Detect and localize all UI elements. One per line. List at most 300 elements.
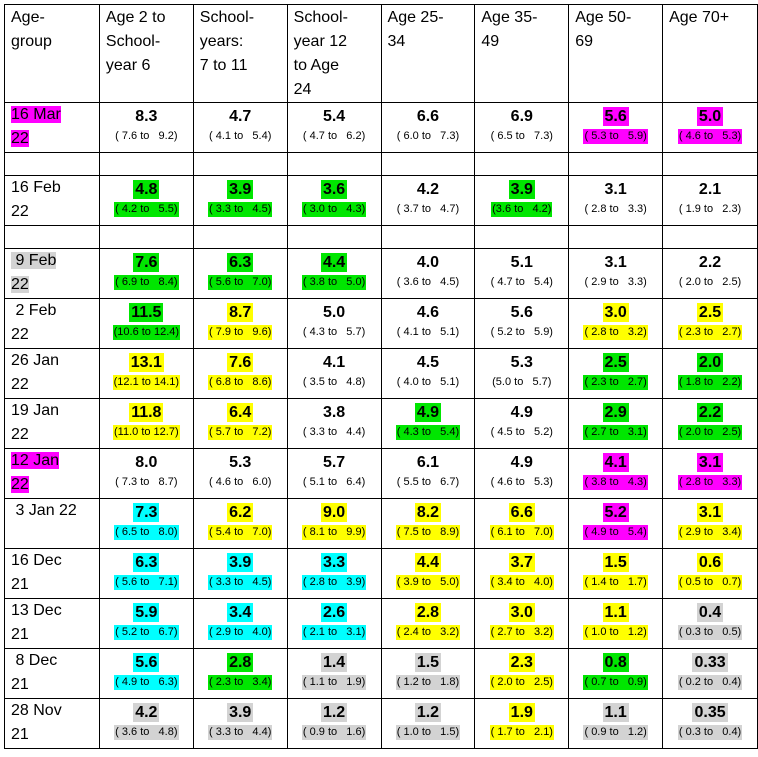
confidence-interval: ( 6.5 to 8.0) [115,526,178,538]
value-cell [663,249,758,299]
confidence-interval: ( 5.3 to 5.9) [584,130,647,142]
confidence-interval: ( 5.2 to 6.7) [115,626,178,638]
confidence-interval: (3.6 to 4.2) [492,203,552,215]
estimate-value: 2.2 [698,404,722,421]
estimate-value: 3.3 [322,554,346,571]
confidence-interval: ( 2.0 to 2.5) [678,276,742,288]
estimate-value: 3.1 [604,181,627,198]
estimate-value: 4.1 [322,354,346,371]
confidence-interval: (12.1 to 14.1) [113,376,180,388]
value-cell [663,499,758,549]
value-cell [287,349,381,399]
confidence-interval: ( 3.4 to 4.0) [490,576,553,588]
value-cell [287,249,381,299]
estimate-value: 2.8 [229,654,252,671]
estimate-value: 4.9 [416,404,440,421]
value-cell [99,599,193,649]
estimate-value: 2.5 [604,354,627,371]
estimate-value: 5.0 [698,108,722,125]
value-cell [99,699,193,749]
confidence-interval: ( 2.4 to 3.2) [396,626,460,638]
date-cell [5,299,100,349]
value-cell [569,299,663,349]
spacer-row [5,226,758,249]
estimate-value: 3.0 [510,604,533,621]
confidence-interval: ( 3.0 to 4.3) [302,203,366,215]
confidence-interval: ( 4.9 to 5.4) [584,526,647,538]
date-label: 22 [11,203,29,220]
date-label: 13 Dec [11,602,62,619]
estimate-value: 1.1 [604,704,627,721]
estimate-value: 7.6 [229,354,252,371]
confidence-interval: ( 7.6 to 9.2) [115,130,178,142]
confidence-interval: ( 7.3 to 8.7) [115,476,178,488]
header-line: Age 50- [575,9,632,26]
value-cell [287,299,381,349]
value-cell [381,649,475,699]
confidence-interval: ( 2.8 to 3.3) [584,203,647,215]
confidence-interval: ( 2.7 to 3.1) [584,426,647,438]
estimate-value: 5.2 [604,504,627,521]
confidence-interval: ( 0.9 to 1.6) [302,726,366,738]
header-age-group [5,5,100,103]
confidence-interval: ( 0.3 to 0.4) [678,726,742,738]
spacer-cell [663,226,758,249]
estimate-value: 6.1 [416,454,440,471]
value-cell [381,449,475,499]
table-row [5,299,758,349]
estimate-value: 8.7 [229,304,252,321]
confidence-interval: ( 3.9 to 5.0) [396,576,460,588]
value-cell [663,599,758,649]
table-row [5,103,758,153]
confidence-interval: ( 5.1 to 6.4) [302,476,366,488]
header-col-1 [99,5,193,103]
confidence-interval: ( 0.5 to 0.7) [678,576,742,588]
estimate-value: 5.7 [322,454,346,471]
value-cell [475,649,569,699]
date-cell [5,449,100,499]
confidence-interval: ( 3.3 to 4.5) [209,203,272,215]
spacer-cell [99,226,193,249]
value-cell [193,599,287,649]
confidence-interval: ( 4.6 to 5.3) [678,130,742,142]
value-cell [663,699,758,749]
value-cell [569,699,663,749]
estimate-value: 5.6 [135,654,158,671]
estimate-value: 6.2 [229,504,252,521]
estimate-value: 4.4 [416,554,440,571]
date-label: 26 Jan [11,352,60,369]
estimate-value: 2.2 [698,254,722,271]
value-cell [193,299,287,349]
header-line: group [11,33,52,50]
confidence-interval: (10.6 to 12.4) [113,326,180,338]
estimate-value: 3.8 [322,404,346,421]
value-cell [475,176,569,226]
confidence-interval: ( 0.9 to 1.2) [584,726,647,738]
value-cell [381,699,475,749]
date-cell [5,349,100,399]
estimate-value: 3.9 [229,554,252,571]
value-cell [381,249,475,299]
header-line: year 6 [105,57,151,74]
estimate-value: 1.1 [604,604,627,621]
confidence-interval: ( 1.9 to 2.3) [678,203,742,215]
estimate-value: 7.6 [135,254,158,271]
header-line: School- [105,33,161,50]
confidence-interval: ( 7.5 to 8.9) [396,526,460,538]
spacer-cell [287,153,381,176]
estimate-value: 6.3 [229,254,252,271]
confidence-interval: ( 1.8 to 2.2) [678,376,742,388]
value-cell [193,349,287,399]
value-cell [569,549,663,599]
confidence-interval: ( 3.7 to 4.7) [396,203,460,215]
confidence-interval: (5.0 to 5.7) [492,376,552,388]
estimate-value: 5.4 [322,108,346,125]
confidence-interval: ( 5.2 to 5.9) [490,326,553,338]
value-cell [569,249,663,299]
estimate-value: 0.33 [694,654,726,671]
date-label: 16 Feb [11,179,61,196]
confidence-interval: ( 4.7 to 6.2) [302,130,366,142]
value-cell [287,176,381,226]
estimate-value: 1.5 [604,554,627,571]
estimate-value: 9.0 [322,504,346,521]
date-label: 22 [11,426,29,443]
confidence-interval: ( 3.5 to 4.8) [302,376,366,388]
confidence-interval: ( 2.3 to 3.4) [209,676,272,688]
header-line: to Age [293,57,340,74]
estimate-value: 13.1 [130,354,162,371]
confidence-interval: ( 4.3 to 5.4) [396,426,460,438]
date-label: 2 Feb [11,302,57,319]
spacer-cell [99,153,193,176]
value-cell [381,599,475,649]
value-cell [287,699,381,749]
value-cell [287,649,381,699]
confidence-interval: ( 7.9 to 9.6) [209,326,272,338]
date-label: 19 Jan [11,402,60,419]
value-cell [193,649,287,699]
estimate-value: 2.5 [698,304,722,321]
spacer-cell [5,226,100,249]
value-cell [287,103,381,153]
confidence-interval: ( 2.9 to 3.3) [584,276,647,288]
confidence-interval: ( 1.1 to 1.9) [302,676,366,688]
date-cell [5,549,100,599]
estimate-value: 5.6 [604,108,627,125]
estimate-value: 3.0 [604,304,627,321]
estimate-value: 5.6 [510,304,533,321]
confidence-interval: ( 2.8 to 3.2) [584,326,647,338]
value-cell [663,649,758,699]
estimate-value: 6.4 [229,404,252,421]
spacer-cell [381,226,475,249]
confidence-interval: ( 2.8 to 3.3) [678,476,742,488]
confidence-interval: ( 2.0 to 2.5) [490,676,553,688]
header-line: Age 35- [481,9,538,26]
date-label: 28 Nov [11,702,62,719]
date-cell [5,649,100,699]
confidence-interval: ( 4.1 to 5.4) [209,130,272,142]
value-cell [99,399,193,449]
estimate-value: 4.1 [604,454,627,471]
date-cell [5,699,100,749]
confidence-interval: ( 6.9 to 8.4) [115,276,178,288]
confidence-interval: ( 4.6 to 5.3) [490,476,553,488]
value-cell [381,176,475,226]
header-line: 49 [481,33,500,50]
header-line: Age- [11,9,45,26]
confidence-interval: ( 2.3 to 2.7) [678,326,742,338]
header-line: Age 25- [387,9,444,26]
confidence-interval: ( 1.0 to 1.2) [584,626,647,638]
header-line: 69 [575,33,594,50]
value-cell [569,399,663,449]
header-line: School- [199,9,255,26]
spacer-cell [569,226,663,249]
value-cell [475,549,569,599]
confidence-interval: ( 8.1 to 9.9) [302,526,366,538]
header-line: Age 70+ [669,9,730,26]
table-row [5,399,758,449]
date-cell [5,103,100,153]
value-cell [569,599,663,649]
confidence-interval: ( 1.4 to 1.7) [584,576,647,588]
date-label: 3 Jan 22 [11,502,77,519]
estimate-value: 6.3 [135,554,158,571]
estimate-value: 4.0 [416,254,440,271]
date-label: 16 Mar [11,106,61,123]
value-cell [569,349,663,399]
estimate-value: 3.6 [322,181,346,198]
estimate-value: 3.1 [698,504,722,521]
value-cell [193,176,287,226]
confidence-interval: ( 1.2 to 1.8) [396,676,460,688]
table-row [5,549,758,599]
estimate-value: 8.0 [135,454,158,471]
header-line: 34 [387,33,406,50]
spacer-cell [663,153,758,176]
confidence-interval: ( 1.7 to 2.1) [490,726,553,738]
header-col-4 [381,5,475,103]
value-cell [287,399,381,449]
estimate-value: 1.9 [510,704,533,721]
estimate-value: 2.9 [604,404,627,421]
value-cell [663,299,758,349]
value-cell [475,699,569,749]
value-cell [663,549,758,599]
estimate-value: 3.7 [510,554,533,571]
estimate-value: 6.6 [510,504,533,521]
value-cell [287,549,381,599]
date-label: 21 [11,576,29,593]
value-cell [99,249,193,299]
estimate-value: 4.2 [416,181,440,198]
header-line: School- [293,9,348,26]
value-cell [193,549,287,599]
value-cell [475,599,569,649]
estimate-value: 6.9 [510,108,533,125]
value-cell [663,103,758,153]
estimate-value: 0.35 [694,704,726,721]
value-cell [663,449,758,499]
value-cell [381,399,475,449]
value-cell [381,499,475,549]
header-col-5 [475,5,569,103]
date-label: 16 Dec [11,552,62,569]
table-row [5,349,758,399]
value-cell [475,299,569,349]
estimate-value: 2.8 [416,604,440,621]
confidence-interval: ( 3.8 to 4.3) [584,476,647,488]
value-cell [475,249,569,299]
confidence-interval: ( 6.5 to 7.3) [490,130,553,142]
spacer-cell [381,153,475,176]
spacer-cell [193,153,287,176]
table-row [5,649,758,699]
table-row [5,599,758,649]
date-label: 22 [11,476,29,493]
confidence-interval: ( 5.4 to 7.0) [209,526,272,538]
value-cell [381,349,475,399]
estimate-value: 5.3 [229,454,252,471]
estimate-value: 0.6 [698,554,722,571]
confidence-interval: ( 0.7 to 0.9) [584,676,647,688]
date-label: 21 [11,626,29,643]
confidence-interval: ( 5.7 to 7.2) [209,426,272,438]
estimate-value: 5.1 [510,254,533,271]
estimate-value: 2.0 [698,354,722,371]
date-cell [5,249,100,299]
header-row [5,5,758,103]
estimate-value: 2.1 [698,181,722,198]
estimate-value: 4.2 [135,704,158,721]
spacer-cell [193,226,287,249]
value-cell [99,176,193,226]
value-cell [193,249,287,299]
confidence-interval: ( 0.3 to 0.5) [678,626,742,638]
confidence-interval: ( 2.8 to 3.9) [302,576,366,588]
value-cell [99,299,193,349]
estimate-value: 1.4 [322,654,346,671]
confidence-interval: ( 4.1 to 5.1) [396,326,460,338]
estimate-value: 7.3 [135,504,158,521]
estimate-value: 3.9 [229,704,252,721]
estimate-value: 3.9 [510,181,533,198]
confidence-interval: (11.0 to 12.7) [114,426,179,438]
header-col-6 [569,5,663,103]
estimate-value: 1.2 [322,704,346,721]
confidence-interval: ( 0.2 to 0.4) [678,676,742,688]
value-cell [99,103,193,153]
estimate-value: 5.9 [135,604,158,621]
value-cell [381,299,475,349]
estimate-value: 11.8 [131,404,162,421]
spacer-cell [5,153,100,176]
spacer-cell [287,226,381,249]
date-label: 8 Dec [11,652,58,669]
confidence-interval: ( 6.1 to 7.0) [490,526,553,538]
value-cell [99,649,193,699]
value-cell [193,449,287,499]
confidence-interval: ( 4.3 to 5.7) [302,326,366,338]
value-cell [475,399,569,449]
header-col-3 [287,5,381,103]
date-label: 9 Feb [11,252,57,269]
confidence-interval: ( 3.3 to 4.5) [209,576,272,588]
estimate-value: 4.7 [229,108,252,125]
date-label: 22 [11,130,29,147]
value-cell [569,103,663,153]
table-row [5,176,758,226]
confidence-interval: ( 4.7 to 5.4) [490,276,553,288]
confidence-interval: ( 3.3 to 4.4) [302,426,366,438]
age-group-table [4,4,758,749]
spacer-cell [569,153,663,176]
estimate-value: 3.4 [229,604,252,621]
table-row [5,699,758,749]
value-cell [287,449,381,499]
table-body [5,103,758,749]
header-col-2 [193,5,287,103]
value-cell [193,103,287,153]
estimate-value: 4.5 [416,354,440,371]
estimate-value: 2.3 [510,654,533,671]
estimate-value: 8.2 [416,504,440,521]
estimate-value: 4.9 [510,454,533,471]
estimate-value: 11.5 [131,304,162,321]
value-cell [287,599,381,649]
estimate-value: 1.5 [416,654,440,671]
date-label: 22 [11,326,29,343]
value-cell [475,349,569,399]
confidence-interval: ( 3.8 to 5.0) [302,276,366,288]
value-cell [569,649,663,699]
date-label: 21 [11,726,29,743]
date-label: 22 [11,376,29,393]
confidence-interval: ( 4.5 to 5.2) [490,426,553,438]
header-line: Age 2 to [105,9,166,26]
spacer-row [5,153,758,176]
date-label: 22 [11,276,29,293]
value-cell [663,349,758,399]
estimate-value: 2.6 [322,604,346,621]
value-cell [475,499,569,549]
confidence-interval: ( 1.0 to 1.5) [396,726,460,738]
estimate-value: 4.8 [135,181,158,198]
confidence-interval: ( 3.3 to 4.4) [209,726,272,738]
value-cell [663,399,758,449]
value-cell [569,499,663,549]
value-cell [287,499,381,549]
estimate-value: 6.6 [416,108,440,125]
spacer-cell [475,226,569,249]
estimate-value: 0.8 [604,654,627,671]
estimate-value: 3.1 [604,254,627,271]
value-cell [99,349,193,399]
value-cell [381,103,475,153]
estimate-value: 4.6 [416,304,440,321]
confidence-interval: ( 2.7 to 3.2) [490,626,553,638]
value-cell [381,549,475,599]
estimate-value: 3.1 [698,454,722,471]
confidence-interval: ( 2.3 to 2.7) [584,376,647,388]
estimate-value: 4.9 [510,404,533,421]
estimate-value: 8.3 [135,108,158,125]
